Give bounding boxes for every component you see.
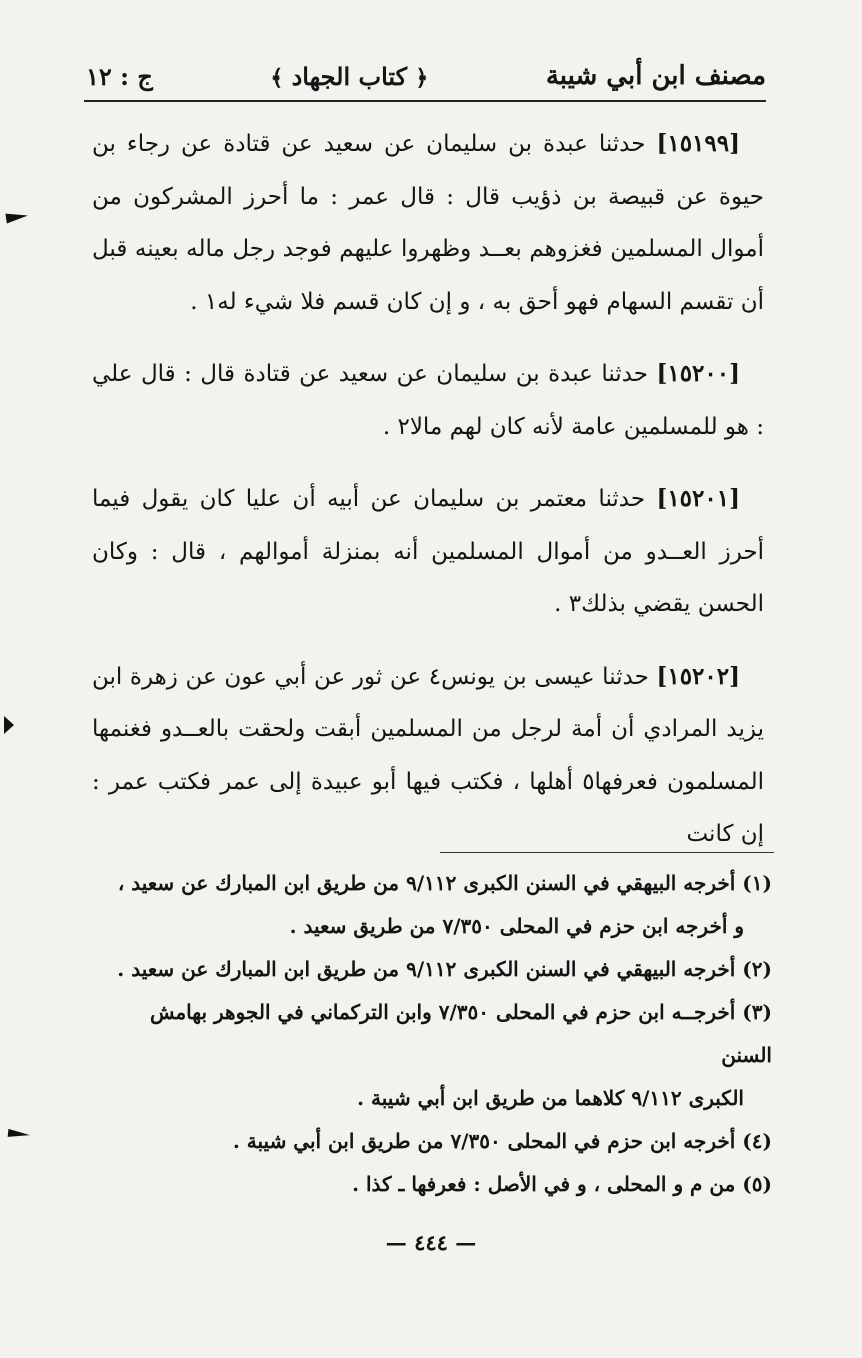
footnote-text: (٥) من م و المحلى ، و في الأصل : فعرفها ـ كذا . bbox=[352, 1172, 772, 1196]
book-title: مصنف ابن أبي شيبة bbox=[545, 61, 766, 91]
margin-mark bbox=[8, 1129, 31, 1139]
section-title bbox=[270, 62, 428, 91]
header-rule bbox=[84, 100, 766, 102]
footnote-text: (٣) أخرجــه ابن حزم في المحلى ٧/٣٥٠ وابن التركماني في الجوهر بهامش السنن bbox=[149, 1000, 772, 1067]
footnote bbox=[100, 948, 772, 991]
hadith-text: حدثنا عبدة بن سليمان عن سعيد عن قتادة قال : قال علي : هو للمسلمين عامة لأنه كان لهم مالا٢ . bbox=[92, 361, 764, 440]
footnote-separator bbox=[440, 852, 774, 853]
ornamental-bracket-open: ﴿ bbox=[415, 64, 429, 91]
footnote-continuation: الكبرى ٩/١١٢ كلاهما من طريق ابن أبي شيبة . bbox=[357, 1086, 744, 1110]
page-number: — ٤٤٤ — bbox=[385, 1230, 477, 1255]
running-header bbox=[86, 52, 766, 100]
hadith-text: حدثنا معتمر بن سليمان عن أبيه أن عليا كان يقول فيما أحرز العــدو من أموال المسلمين أنه بمنزلة أموالهم ، قال : وكان الحسن يقضي بذلك٣ . bbox=[92, 486, 764, 617]
hadith-number: [١٥٢٠٢] bbox=[656, 662, 741, 690]
footnote-continuation: و أخرجه ابن حزم في المحلى ٧/٣٥٠ من طريق سعيد . bbox=[289, 914, 744, 938]
footnote-text: (٤) أخرجه ابن حزم في المحلى ٧/٣٥٠ من طريق ابن أبي شيبة . bbox=[232, 1129, 772, 1153]
footnote-text: (٢) أخرجه البيهقي في السنن الكبرى ٩/١١٢ من طريق ابن المبارك عن سعيد . bbox=[117, 957, 772, 981]
hadith-number: [١٥١٩٩] bbox=[656, 130, 741, 157]
main-text bbox=[92, 118, 764, 881]
footnote bbox=[100, 1163, 772, 1206]
volume-label: ج : ١٢ bbox=[86, 61, 153, 91]
margin-mark bbox=[4, 716, 14, 734]
hadith-number: [١٥٢٠١] bbox=[656, 485, 740, 512]
section-title-text: كتاب الجهاد bbox=[291, 61, 408, 91]
hadith-paragraph bbox=[92, 118, 764, 328]
ornamental-bracket-close: ﴾ bbox=[270, 64, 284, 91]
footnotes bbox=[100, 862, 772, 1206]
hadith-paragraph bbox=[92, 473, 764, 631]
hadith-number: [١٥٢٠٠] bbox=[656, 360, 741, 387]
margin-mark bbox=[5, 211, 28, 224]
footnote bbox=[100, 991, 772, 1120]
hadith-text: حدثنا عيسى بن يونس٤ عن ثور عن أبي عون عن زهرة ابن يزيد المرادي أن أمة لرجل من المسلمين أبقت ولحقت بالعــدو فغنمها المسلمون فعرفها٥ أهلها ، فكتب فيها أبو عبيدة إلى عمر فكتب عمر : إن كانت bbox=[92, 663, 764, 847]
footnote bbox=[100, 862, 772, 948]
footnote-text: (١) أخرجه البيهقي في السنن الكبرى ٩/١١٢ من طريق ابن المبارك عن سعيد ، bbox=[117, 871, 772, 895]
hadith-paragraph bbox=[92, 348, 764, 453]
footnote bbox=[100, 1120, 772, 1163]
hadith-text: حدثنا عبدة بن سليمان عن سعيد عن قتادة عن رجاء بن حيوة عن قبيصة بن ذؤيب قال : قال عمر : ما أحرز المشركون من أموال المسلمين فغزوهم بعــد وظهروا عليهم فوجد رجل ماله بعينه قبل أن تقسم السهام فهو أحق به ، و إن كان قسم فلا شيء له١ . bbox=[92, 131, 764, 315]
hadith-paragraph bbox=[92, 651, 764, 861]
